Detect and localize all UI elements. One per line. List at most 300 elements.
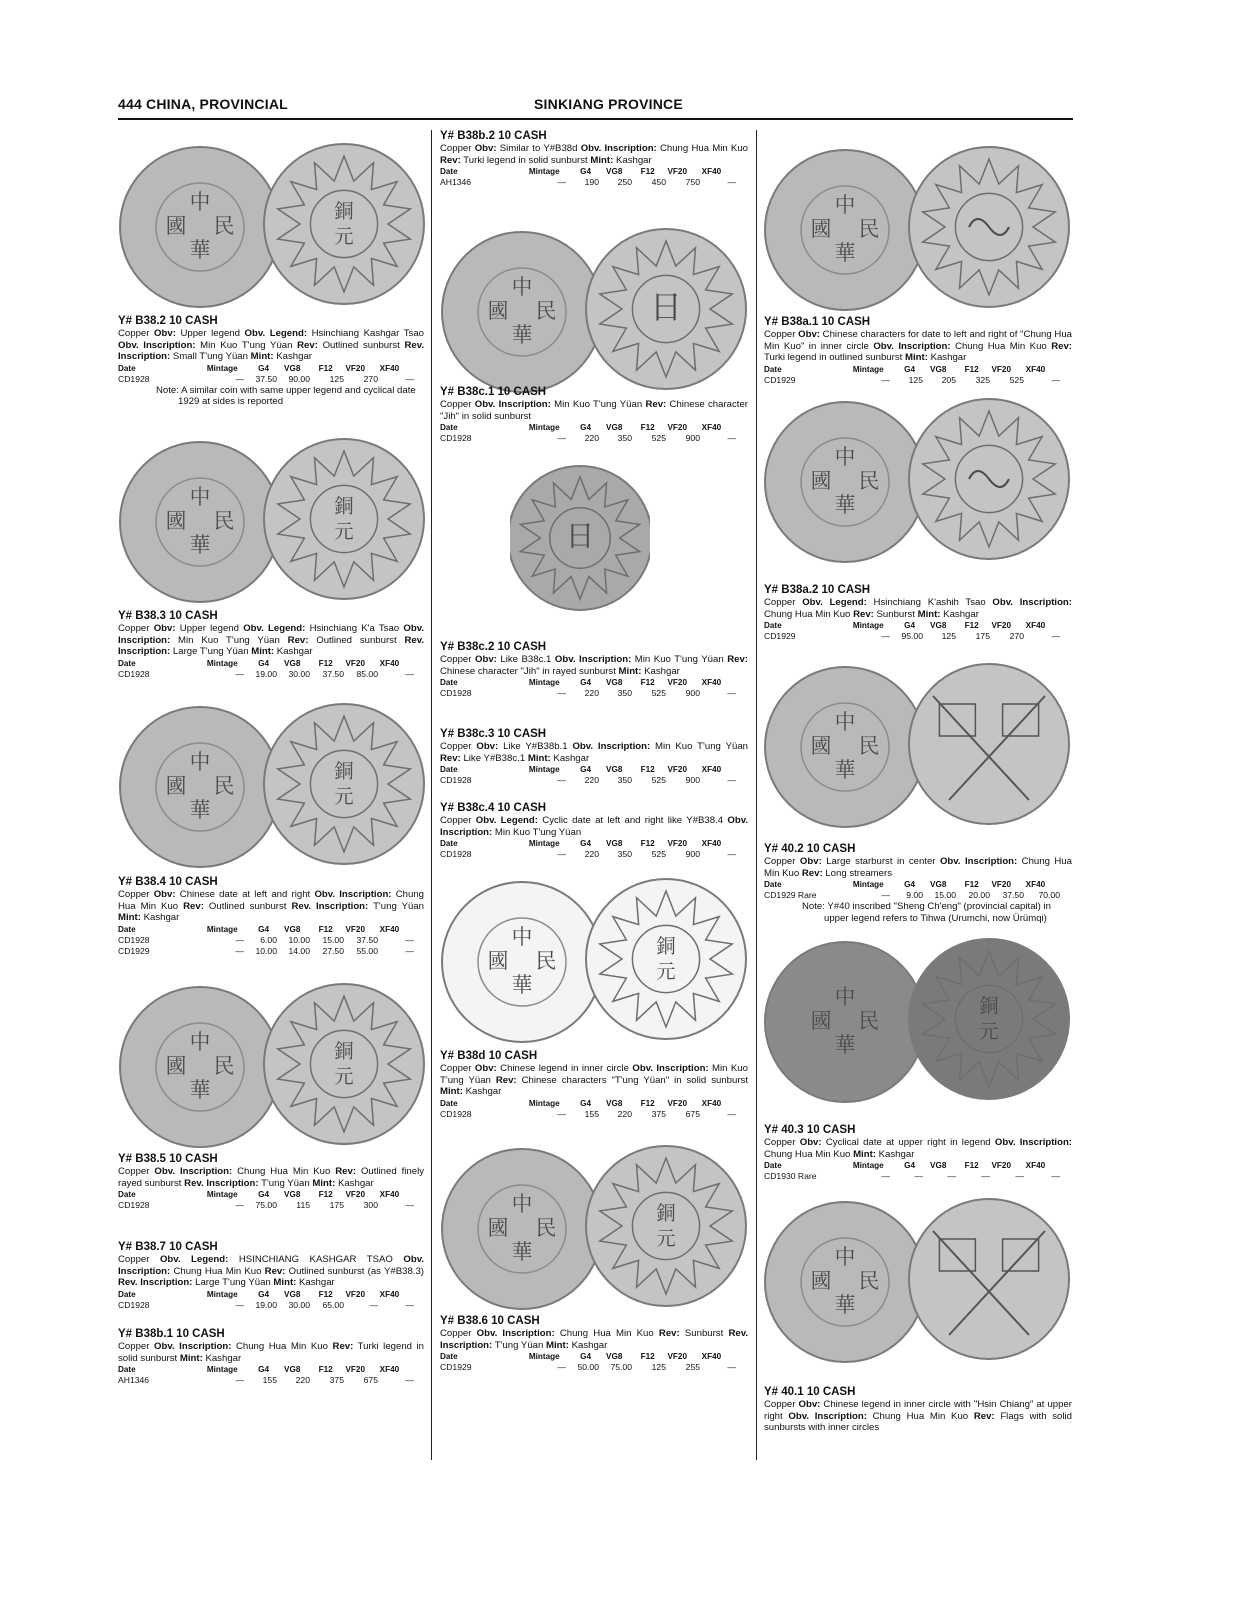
entry-description: [764, 597, 1072, 620]
table-cell: —: [727, 775, 736, 785]
coin-obverse: [120, 987, 280, 1147]
table-cell: —: [557, 1108, 566, 1119]
description-field-label: Mint:: [917, 608, 941, 620]
entry-description: [440, 741, 748, 764]
table-cell: 350: [617, 433, 632, 443]
price-table-header: [118, 658, 409, 669]
coin-image-b38-2: [118, 140, 428, 315]
entry-description: [764, 856, 1072, 879]
description-field-value: Min Kuo T'ung Yüan: [440, 1063, 748, 1086]
entry-description: [118, 623, 424, 658]
table-cell: 155: [262, 1375, 277, 1385]
table-cell: CD1928: [440, 849, 472, 859]
table-cell: 375: [651, 1108, 666, 1119]
entry-title: Y# B38.4 10 CASH: [118, 876, 218, 888]
coin-character: 民: [213, 774, 235, 798]
description-field-value: HSINCHIANG KASHGAR TSAO: [228, 1254, 404, 1265]
table-cell: CD1928: [118, 934, 150, 945]
description-metal: Copper: [440, 815, 476, 826]
description-field-label: Rev:: [297, 339, 318, 351]
coin-character: 華: [511, 1240, 533, 1264]
description-field-label: Obv:: [153, 623, 176, 634]
catalog-entry-b38b-2: [440, 130, 748, 188]
column-header: VG8: [284, 1288, 301, 1299]
column-header: Date: [764, 879, 782, 889]
description-field-label: Rev:: [335, 1166, 357, 1177]
price-table-row: [440, 688, 748, 699]
table-cell: —: [557, 1362, 566, 1372]
entry-title: Y# B38d 10 CASH: [440, 1050, 538, 1062]
coin-character: 中: [834, 193, 856, 217]
description-field-label: Rev:: [495, 1074, 517, 1086]
table-cell: 220: [584, 849, 599, 859]
table-cell: —: [235, 945, 244, 956]
column-header: G4: [580, 1351, 592, 1361]
description-field-label: Rev:: [183, 900, 204, 912]
description-field-label: Rev:: [332, 1341, 354, 1352]
entry-title: Y# B38.2 10 CASH: [118, 315, 218, 327]
table-cell: 220: [295, 1375, 310, 1385]
description-field-value: Chung Hua Min Kuo: [554, 1328, 659, 1339]
column-header: F12: [318, 923, 333, 934]
column-header: XF40: [379, 1189, 400, 1199]
description-field-label: Rev:: [1051, 340, 1072, 352]
price-table-header: [440, 677, 733, 688]
column-header: VG8: [284, 923, 301, 934]
description-field-label: Obv. Inscription:: [476, 1328, 555, 1339]
column-header: VF20: [345, 1364, 365, 1374]
table-cell: 525: [651, 849, 666, 859]
description-field-label: Obv. Legend:: [475, 815, 538, 826]
catalog-entry-y40-2: [764, 843, 1072, 924]
table-cell: —: [881, 631, 890, 641]
table-cell: 220: [584, 688, 599, 698]
coin-character: 華: [834, 1033, 856, 1057]
catalog-entry-b38a-1: [764, 316, 1072, 386]
column-divider-right: [756, 130, 757, 1460]
column-header: Mintage: [206, 657, 238, 668]
table-cell: —: [235, 373, 244, 384]
column-header: Date: [440, 166, 458, 176]
description-field-value: Chung Hua Min Kuo: [231, 1341, 333, 1352]
description-field-value: Similar to Y#B38d: [496, 143, 581, 154]
table-cell: —: [981, 1171, 990, 1181]
description-field-value: Chung Hua Min Kuo: [232, 1166, 336, 1177]
table-cell: 37.50: [322, 668, 344, 679]
table-cell: CD1929: [440, 1362, 472, 1372]
description-field-value: Chinese characters for date to left and right of "Chung Hua Min Kuo" in inner circle: [764, 329, 1072, 352]
column-header: Mintage: [206, 1288, 238, 1299]
column-header: VF20: [667, 1097, 687, 1108]
coin-character: 中: [189, 750, 211, 774]
column-header: G4: [258, 657, 270, 668]
price-table-row: [440, 849, 748, 860]
description-field-label: Obv:: [476, 741, 499, 752]
description-metal: Copper: [440, 143, 475, 154]
description-field-label: Mint:: [590, 154, 614, 166]
catalog-entry-b38-2: [118, 315, 424, 408]
description-field-value: Hsinchiang K'ashih Tsao: [866, 597, 993, 608]
table-cell: 300: [363, 1200, 378, 1210]
description-field-value: Chung Hua Min Kuo: [866, 1410, 974, 1422]
column-header: VF20: [991, 363, 1011, 374]
price-table-header: [118, 924, 409, 935]
column-header: VF20: [667, 838, 687, 848]
coin-character: 國: [165, 1054, 187, 1078]
table-cell: 450: [651, 177, 666, 187]
column-header: XF40: [701, 838, 722, 848]
price-table-header: [440, 166, 733, 177]
table-cell: —: [557, 177, 566, 187]
coin-character: 國: [487, 1216, 509, 1240]
entry-title: Y# B38c.2 10 CASH: [440, 641, 547, 653]
column-header: VG8: [930, 620, 947, 630]
table-cell: 6.00: [260, 934, 277, 945]
table-cell: 270: [1009, 631, 1024, 641]
table-cell: 900: [685, 849, 700, 859]
column-header: F12: [640, 1351, 655, 1361]
coin-character: 國: [810, 217, 832, 241]
description-field-value: Kashgar: [550, 752, 590, 764]
coin-character: 華: [834, 241, 856, 265]
coin-character: 中: [834, 710, 856, 734]
description-field-value: Large T'ung Yüan: [192, 1277, 274, 1288]
description-metal: Copper: [764, 597, 803, 608]
column-header: VF20: [667, 1351, 687, 1361]
table-cell: 270: [363, 373, 378, 384]
coin-character: 國: [810, 1009, 832, 1033]
coin-image-y40-3: [763, 935, 1073, 1110]
price-table-header: [764, 364, 1057, 375]
table-cell: 220: [584, 775, 599, 785]
table-cell: —: [557, 775, 566, 785]
description-field-value: Like Y#B38c.1: [460, 752, 528, 764]
column-header: VG8: [606, 677, 623, 687]
table-cell: 750: [685, 177, 700, 187]
column-header: VG8: [284, 362, 301, 373]
table-cell: 125: [651, 1362, 666, 1372]
column-header: G4: [258, 362, 270, 373]
coin-character: 華: [189, 238, 211, 262]
coin-character: 國: [810, 469, 832, 493]
table-cell: 525: [1009, 374, 1024, 385]
table-cell: 115: [296, 1200, 310, 1210]
column-header: XF40: [701, 677, 722, 687]
price-table-row: [440, 433, 748, 444]
description-field-value: Chinese character "Jih" in solid sunburst: [440, 399, 748, 422]
coin-image-b38a-1: [763, 143, 1073, 318]
description-metal: Copper: [118, 1341, 155, 1352]
entry-description: [118, 1166, 424, 1189]
price-table-row: [764, 375, 1072, 386]
table-cell: 55.00: [356, 945, 378, 956]
coin-obverse: [442, 1149, 602, 1309]
column-header: F12: [318, 362, 333, 373]
coin-obverse: [765, 1202, 925, 1362]
description-field-value: Long streamers: [822, 867, 892, 879]
table-cell: AH1346: [118, 1375, 150, 1385]
table-cell: CD1929: [118, 945, 150, 956]
coin-character: 元: [334, 225, 354, 249]
description-field-label: Obv. Inscription:: [154, 1166, 233, 1177]
entry-description: [440, 143, 748, 166]
column-header: F12: [964, 620, 979, 630]
description-field-value: Upper legend: [175, 623, 244, 634]
table-cell: 15.00: [322, 934, 344, 945]
table-cell: 900: [685, 433, 700, 443]
description-field-value: Kashgar: [875, 1148, 915, 1160]
description-field-label: Obv:: [799, 1137, 822, 1148]
column-header: VG8: [606, 422, 623, 432]
column-header: F12: [318, 1288, 333, 1299]
description-field-value: Large starburst in center: [821, 856, 940, 867]
table-cell: 350: [617, 775, 632, 785]
coin-obverse: [120, 147, 280, 307]
description-field-value: Min Kuo T'ung Yüan: [550, 399, 646, 410]
table-cell: 90.00: [288, 373, 310, 384]
entry-title: Y# B38.3 10 CASH: [118, 610, 218, 622]
table-cell: 190: [584, 177, 599, 187]
column-header: XF40: [701, 1351, 722, 1361]
entry-title: Y# B38c.4 10 CASH: [440, 802, 547, 814]
column-header: VG8: [284, 1189, 301, 1199]
table-cell: 900: [685, 775, 700, 785]
coin-obverse: [442, 232, 602, 392]
table-cell: CD1930 Rare: [764, 1171, 817, 1181]
column-header: Date: [118, 1364, 136, 1374]
description-field-label: Obv. Inscription:: [580, 143, 657, 154]
coin-character: 國: [810, 734, 832, 758]
coin-character: 銅: [979, 994, 999, 1018]
coin-image-b38-5: [118, 980, 428, 1155]
table-cell: 65.00: [322, 1299, 344, 1310]
table-cell: 255: [685, 1362, 700, 1372]
coin-obverse: [765, 667, 925, 827]
description-field-value: Small T'ung Yüan: [170, 351, 251, 362]
column-header: XF40: [1025, 1160, 1046, 1170]
table-cell: 900: [685, 688, 700, 698]
description-field-label: Mint:: [904, 352, 928, 363]
description-field-value: Turki legend in solid sunburst: [460, 154, 591, 166]
column-header: Date: [764, 620, 782, 630]
coin-character: 民: [858, 1009, 880, 1033]
price-table-row: [764, 890, 1072, 901]
coin-character: 中: [189, 485, 211, 509]
column-header: Mintage: [852, 363, 884, 374]
coin-character: 元: [979, 1020, 999, 1044]
column-header: Mintage: [206, 362, 238, 373]
description-field-label: Mint:: [527, 752, 551, 764]
coin-character: 日: [649, 288, 683, 326]
coin-character: 民: [858, 1269, 880, 1293]
description-field-value: T'ung Yüan: [492, 1339, 546, 1351]
description-field-value: Kashgar: [202, 1352, 242, 1364]
entry-description: [764, 1137, 1072, 1160]
table-cell: —: [1015, 1171, 1024, 1181]
column-header: Mintage: [528, 1351, 560, 1361]
column-header: VG8: [606, 166, 623, 176]
coin-character: 國: [165, 509, 187, 533]
table-cell: —: [235, 1200, 244, 1210]
table-cell: 19.00: [255, 668, 277, 679]
coin-image-b38c-1: [440, 225, 750, 400]
page-header: [118, 96, 1073, 118]
table-cell: 350: [617, 688, 632, 698]
table-cell: —: [369, 1299, 378, 1310]
coin-character: 元: [656, 960, 676, 984]
entry-title: Y# 40.1 10 CASH: [764, 1386, 856, 1398]
entry-description: [118, 889, 424, 924]
price-table-header: [118, 1364, 409, 1375]
column-header: XF40: [701, 1097, 722, 1108]
description-field-label: Obv. Inscription:: [572, 741, 651, 752]
coin-obverse: [120, 707, 280, 867]
description-field-value: Chinese character "Jih" in rayed sunburst: [440, 665, 619, 677]
column-header: Date: [118, 362, 136, 373]
coin-character: 國: [487, 949, 509, 973]
column-header: G4: [580, 422, 592, 432]
column-header: F12: [318, 1364, 333, 1374]
table-cell: CD1929: [764, 374, 796, 385]
coin-character: 銅: [656, 934, 676, 958]
description-field-value: Min Kuo T'ung Yüan: [170, 634, 288, 646]
column-header: F12: [964, 879, 979, 889]
price-table-row: [118, 669, 424, 680]
description-field-label: Rev:: [440, 154, 461, 166]
coin-character: 國: [810, 1269, 832, 1293]
table-cell: 250: [617, 177, 632, 187]
description-field-label: Mint:: [618, 665, 642, 677]
description-field-label: Rev:: [440, 752, 461, 764]
price-table-header: [118, 1289, 409, 1300]
description-field-value: Like Y#B38b.1: [498, 741, 573, 752]
entry-description: [440, 654, 748, 677]
entry-title: Y# B38c.1 10 CASH: [440, 386, 547, 398]
description-field-value: Chung Hua Min Kuo: [170, 1265, 265, 1277]
column-header: VF20: [667, 422, 687, 432]
coin-character: 元: [334, 1065, 354, 1089]
table-cell: 95.00: [901, 631, 923, 641]
description-metal: Copper: [440, 654, 475, 665]
column-header: G4: [258, 1364, 270, 1374]
description-field-label: Obv:: [474, 143, 497, 154]
description-field-label: Rev. Inscription:: [291, 900, 369, 912]
table-cell: 27.50: [322, 945, 344, 956]
description-field-label: Obv. Inscription:: [873, 340, 951, 352]
description-field-value: Kashgar: [274, 646, 313, 657]
description-field-label: Mint:: [853, 1148, 876, 1160]
table-cell: 675: [363, 1375, 378, 1385]
table-cell: 19.00: [255, 1299, 277, 1310]
description-field-label: Obv. Inscription:: [788, 1410, 867, 1422]
coin-character: 華: [189, 1078, 211, 1102]
description-field-value: Chung Hua Min Kuo: [764, 1148, 854, 1160]
table-cell: —: [1051, 374, 1060, 385]
column-header: G4: [580, 1097, 592, 1108]
catalog-entry-b38b-1: [118, 1328, 424, 1386]
column-divider-left: [431, 130, 432, 1460]
coin-character: 銅: [334, 199, 354, 223]
description-field-label: Obv. Inscription:: [314, 889, 392, 900]
price-table-header: [118, 363, 409, 374]
description-field-label: Obv. Inscription:: [118, 623, 424, 646]
column-header: Mintage: [528, 677, 560, 687]
price-table-header: [440, 422, 733, 433]
table-cell: —: [405, 945, 414, 956]
description-field-value: Kashgar: [335, 1177, 374, 1189]
catalog-entry-b38-4: [118, 876, 424, 957]
price-table-row: [440, 177, 748, 188]
description-field-label: Obv:: [153, 889, 176, 900]
price-table-row: [440, 775, 748, 786]
coin-character: 中: [189, 190, 211, 214]
catalog-entry-b38c-4: [440, 802, 748, 860]
coin-character: 元: [334, 785, 354, 809]
coin-obverse: [765, 402, 925, 562]
coin-image-b38d: [440, 875, 750, 1050]
description-field-value: Turki legend in outlined sunburst: [764, 352, 905, 363]
description-field-value: Sunburst: [679, 1328, 729, 1339]
table-cell: —: [557, 849, 566, 859]
table-cell: —: [405, 934, 414, 945]
column-header: XF40: [1025, 620, 1046, 630]
column-header: G4: [258, 1288, 270, 1299]
entry-title: Y# B38a.1 10 CASH: [764, 316, 871, 328]
description-field-label: Rev:: [658, 1328, 680, 1339]
table-cell: —: [1051, 631, 1060, 641]
column-header: XF40: [1025, 363, 1046, 374]
coin-character: 中: [511, 1192, 533, 1216]
page-number-title: 444 CHINA, PROVINCIAL: [118, 96, 288, 112]
column-header: Date: [440, 422, 458, 432]
coin-image-b38-6: [440, 1142, 750, 1317]
price-table-row: [440, 1109, 748, 1120]
entry-description: [440, 1063, 748, 1098]
column-header: F12: [640, 764, 655, 774]
table-cell: CD1928: [118, 1200, 150, 1210]
table-cell: 220: [584, 433, 599, 443]
description-field-value: Chinese legend in inner circle with "Hsin Chiang" at upper right: [764, 1399, 1072, 1422]
entry-note: Note: A similar coin with same upper legend and cyclical date 1929 at sides is reported: [156, 384, 416, 407]
price-table-row: [118, 374, 424, 385]
column-header: Date: [440, 1351, 458, 1361]
description-field-value: Like B38c.1: [496, 654, 555, 665]
column-header: Mintage: [852, 620, 884, 630]
coin-reverse: [264, 144, 424, 304]
description-metal: Copper: [118, 1254, 160, 1265]
catalog-entry-b38c-2: [440, 641, 748, 699]
column-header: VF20: [345, 657, 365, 668]
table-cell: 30.00: [288, 1299, 310, 1310]
column-header: XF40: [379, 1364, 400, 1374]
table-cell: 15.00: [934, 890, 956, 900]
description-field-label: Obv. Inscription:: [118, 339, 196, 351]
description-field-value: Kashgar: [273, 351, 312, 362]
description-field-value: Chinese characters "T'ung Yüan" in solid sunburst: [516, 1074, 748, 1086]
column-header: F12: [640, 422, 655, 432]
coin-character: 中: [511, 925, 533, 949]
description-field-label: Mint:: [546, 1339, 569, 1351]
description-field-label: Rev:: [801, 867, 823, 879]
description-field-value: Flags with solid sunbursts with inner circles: [764, 1410, 1072, 1433]
table-cell: 350: [617, 849, 632, 859]
price-table-header: [440, 1098, 733, 1109]
column-header: Mintage: [528, 422, 560, 432]
coin-character: 民: [213, 509, 235, 533]
table-cell: —: [947, 1171, 956, 1181]
table-cell: 375: [329, 1375, 344, 1385]
entry-description: [118, 1341, 424, 1364]
